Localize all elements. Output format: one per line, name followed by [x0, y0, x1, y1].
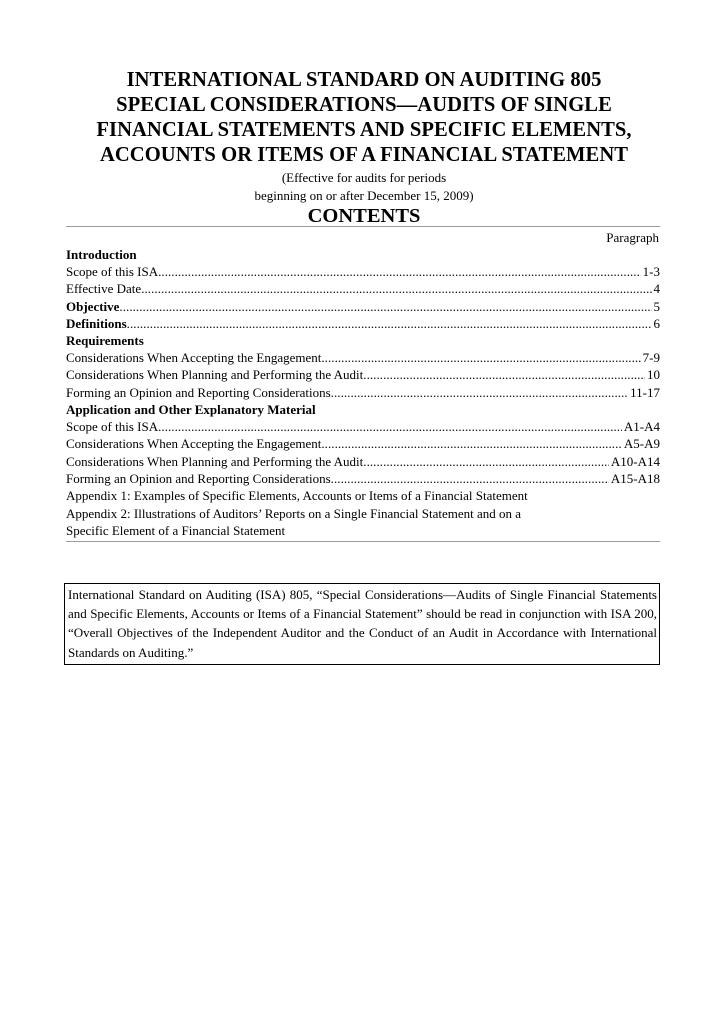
toc-leader-dots [127, 315, 652, 332]
toc-entry-title: Effective Date [66, 281, 142, 297]
toc-leader-dots [141, 280, 651, 297]
toc-entry-title: Forming an Opinion and Reporting Considerations [66, 470, 331, 486]
toc-entry-app-accepting[interactable] [66, 435, 660, 452]
toc-section-application: Application and Other Explanatory Material [66, 402, 316, 418]
toc-entry-page: 6 [653, 315, 660, 331]
toc-entry-title: Objective [66, 298, 120, 314]
toc-entry-page: 11-17 [630, 384, 660, 400]
toc-entry-page: A5-A9 [623, 436, 660, 452]
toc-appendix-1[interactable]: Appendix 1: Examples of Specific Elements, Accounts or Items of a Financial Statement [66, 488, 528, 504]
toc-entry-title: Scope of this ISA [66, 419, 159, 435]
toc-leader-dots [331, 470, 609, 487]
toc-leader-dots [321, 435, 622, 452]
toc-entry-page: 1-3 [642, 264, 660, 279]
toc-entry-effective-date[interactable] [66, 280, 660, 297]
toc-entry-title: Considerations When Accepting the Engagement [66, 436, 322, 452]
toc-section-requirements: Requirements [66, 333, 144, 349]
toc-leader-dots [158, 418, 622, 435]
toc-entry-page: 10 [647, 367, 660, 383]
toc-entry-req-opinion[interactable] [66, 384, 660, 401]
toc-bottom-divider [66, 541, 660, 542]
title-line-2: SPECIAL CONSIDERATIONS—AUDITS OF SINGLE [116, 94, 612, 116]
toc-entry-title: Considerations When Planning and Performing the Audit [66, 453, 364, 469]
toc-entry-definitions[interactable] [66, 315, 660, 332]
title-line-3: FINANCIAL STATEMENTS AND SPECIFIC ELEMENTS, [96, 119, 632, 141]
toc-leader-dots [363, 366, 645, 383]
table-of-contents [66, 226, 660, 542]
toc-entry-app-opinion[interactable] [66, 470, 660, 487]
toc-entry-page: A1-A4 [623, 419, 660, 435]
paragraph-label: Paragraph [606, 230, 659, 245]
title-line-1: INTERNATIONAL STANDARD ON AUDITING 805 [126, 69, 602, 91]
toc-leader-dots [119, 298, 651, 315]
toc-section-introduction: Introduction [66, 247, 137, 262]
toc-entry-page: A15-A18 [610, 470, 660, 486]
toc-entry-page: 7-9 [642, 350, 660, 366]
toc-entry-page: 5 [653, 298, 660, 314]
toc-leader-dots [158, 263, 641, 280]
toc-entry-title: Forming an Opinion and Reporting Considerations [66, 384, 331, 400]
toc-entry-req-planning[interactable] [66, 366, 660, 383]
effective-line-1: (Effective for audits for periods [281, 170, 447, 185]
toc-entry-app-planning[interactable] [66, 453, 660, 470]
effective-line-2: beginning on or after December 15, 2009) [254, 188, 474, 203]
contents-heading: CONTENTS [307, 205, 421, 227]
toc-entry-page: 4 [653, 281, 660, 297]
toc-leader-dots [363, 453, 609, 470]
toc-leader-dots [321, 349, 640, 366]
toc-appendix-2-line-2[interactable]: Specific Element of a Financial Statement [66, 522, 286, 538]
toc-entry-title: Considerations When Planning and Performing the Audit [66, 367, 364, 383]
toc-appendix-2-line-1[interactable]: Appendix 2: Illustrations of Auditors’ Reports on a Single Financial Statement and on a [66, 505, 522, 521]
toc-top-divider [66, 226, 660, 227]
toc-entry-objective[interactable] [66, 298, 660, 315]
toc-entry-req-accepting[interactable] [66, 349, 660, 366]
title-block [60, 68, 668, 227]
read-in-conjunction-notice: International Standard on Auditing (ISA) 805, “Special Considerations—Audits of Single Financial Statements and Specific Elements, Accounts or Items of a Financial Statement” should be read in conjunction with ISA 200, “Overall Objectives of the Independent Auditor and the Conduct of an Audit in Accordance with International Standards on Auditing.” [64, 583, 660, 665]
toc-entry-page: A10-A14 [610, 453, 660, 469]
title-line-4: ACCOUNTS OR ITEMS OF A FINANCIAL STATEMENT [99, 144, 629, 166]
toc-entry-title: Considerations When Accepting the Engagement [66, 350, 322, 366]
toc-entry-title: Definitions [66, 315, 127, 331]
toc-leader-dots [331, 384, 628, 401]
toc-entry-scope[interactable] [66, 263, 660, 280]
toc-entry-app-scope[interactable] [66, 418, 660, 435]
toc-entry-title: Scope of this ISA [66, 264, 159, 279]
